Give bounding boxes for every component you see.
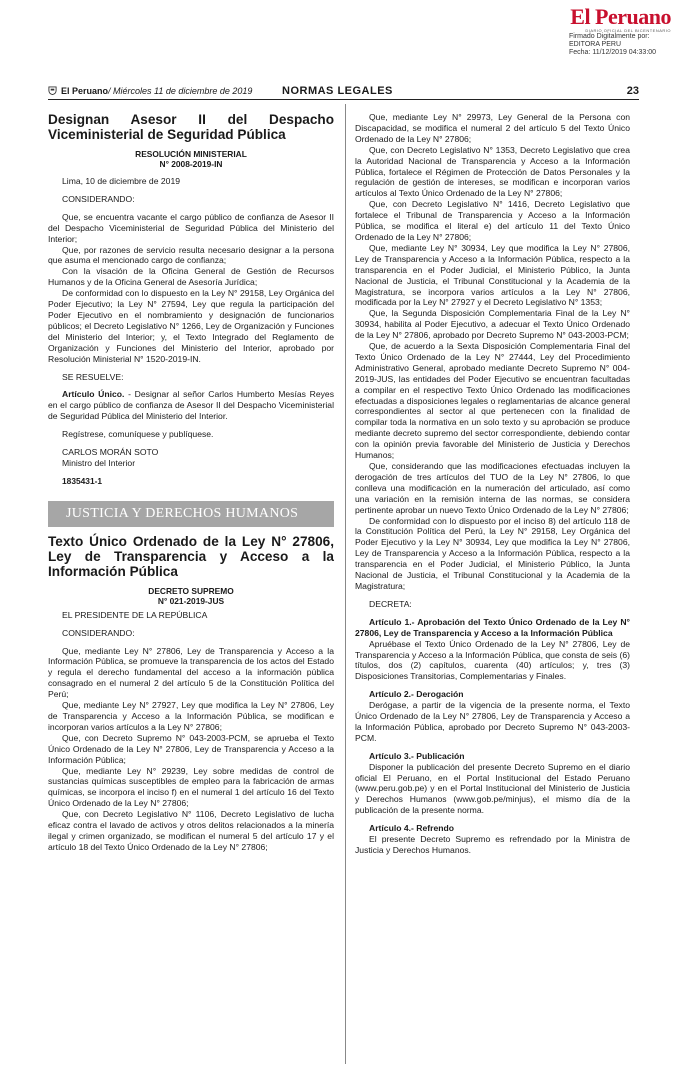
signature-line-3: Fecha: 11/12/2019 04:33:00 <box>569 49 657 56</box>
closing-formula: Regístrese, comuníquese y publíquese. <box>62 429 214 440</box>
article-unico <box>48 389 334 422</box>
decree-label: DECRETO SUPREMO <box>148 585 234 596</box>
paragraph: Que, se encuentra vacante el cargo público de confianza de Asesor II del Despacho Viceministerial de Seguridad Pública del Ministerio del Interior; <box>48 211 334 244</box>
section-bar: JUSTICIA Y DERECHOS HUMANOS <box>48 501 334 527</box>
resolution-number: N° 2008-2019-IN <box>159 159 223 169</box>
signature-line-1: Firmado Digitalmente por: <box>569 33 650 40</box>
article-4-heading: Artículo 4.- Refrendo <box>369 823 454 834</box>
article-4-text: El presente Decreto Supremo es refrendado por la Ministra de Justicia y Derechos Humanos. <box>355 834 630 855</box>
header-left <box>48 86 252 96</box>
signer-name: CARLOS MORÁN SOTO <box>62 447 159 458</box>
paragraph: Que, de acuerdo a la Sexta Disposición Complementaria Final del Texto Único Ordenado de la Ley N° 27444, Ley del Procedimiento Administrativo General, aprobado mediante Decreto Supremo N° 004-2019-JUS, las entidades del Poder Ejecutivo se encuentran facultadas a compilar en el respectivo Texto Único Ordenado las modificaciones efectuadas a disposiciones legales o reglamentarias de alcance general correspondientes al sector al que pertenecen con la finalidad de compilar toda la normativa en un solo texto y su aprobación se produce mediante decreto supremo del sector correspondiente, debiendo contar con la opinión previa favorable del Ministerio de Justicia y Derechos Humanos; <box>355 341 630 461</box>
digital-signature <box>569 33 677 57</box>
paragraph: Que, mediante Ley N° 27806, Ley de Transparencia y Acceso a la Información Pública, se promueve la transparencia de los actos del Estado y regula el derecho fundamental del acceso a la información pública consagrado en el numeral 2 del artículo 5 de la Constitución Política del Perú; <box>48 645 334 700</box>
date-line: Lima, 10 de diciembre de 2019 <box>62 176 181 186</box>
designation-title: Designan Asesor II del Despacho Viceministerial de Seguridad Pública <box>48 112 334 142</box>
article-2-heading: Artículo 2.- Derogación <box>369 689 464 700</box>
left-column <box>48 112 334 853</box>
article-2-text: Derógase, a partir de la vigencia de la presente norma, el Texto Único Ordenado de la Ley N° 27806, Ley de Transparencia y Acceso a la Información Pública, aprobado por Decreto Supremo N° 043-2003-PCM. <box>355 700 630 743</box>
peru-shield-icon <box>48 86 57 95</box>
se-resuelve-heading: SE RESUELVE: <box>62 371 124 382</box>
article-4-label <box>355 823 630 834</box>
decree-number: N° 021-2019-JUS <box>157 595 225 606</box>
paragraph: De conformidad con lo dispuesto por el inciso 8) del artículo 118 de la Constitución Política del Perú, la Ley N° 29158, Ley Orgánica del Poder Ejecutivo y la Ley N° 30934, Ley que modifica la Ley N° 27806, Ley de Transparencia y Acceso a la Información Pública, respecto a la transparencia en el Poder Judicial, el Ministerio Público, la Junta Nacional de Justicia, el Tribunal Constitucional y la Academia de la Magistratura; <box>355 515 630 591</box>
page-header <box>48 86 639 100</box>
paragraph: Que, mediante Ley N° 30934, Ley que modifica la Ley N° 27806, Ley de Transparencia y Acceso a la Información Pública, respecto a la transparencia en el Poder Judicial, el Ministerio Público, la Junta Nacional de Justicia, el Tribunal Constitucional y la Academia de la Magistratura, se incorpora varios artículos a la Ley N° 27806, modificada por la Ley N° 27927 y el Decreto Legislativo N° 1353; <box>355 242 630 308</box>
article-3-text: Disponer la publicación del presente Decreto Supremo en el diario oficial El Peruano, en el Portal Institucional del Estado Peruano (www.peru.gob.pe) y en el Portal Institucional del Ministerio de Justicia y Derechos Humanos (www.gob.pe/minjus), el mismo día de la publicación de la presente norma. <box>355 761 630 816</box>
page-number: 23 <box>626 85 639 97</box>
decreta-heading: DECRETA: <box>369 598 412 609</box>
paragraph: Que, mediante Ley N° 27927, Ley que modifica la Ley N° 27806, Ley de Transparencia y Acceso a la Información Pública, se modifican e incorporan varios artículos a la Ley N° 27806; <box>48 700 334 732</box>
paragraph: Que, la Segunda Disposición Complementaria Final de la Ley N° 30934, habilita al Poder Ejecutivo, a adecuar el Texto Único Ordenado de la Ley N° 27806, aprobado por Decreto Supremo N° 043-2003-PCM; <box>355 308 630 341</box>
article-2-label <box>355 689 630 700</box>
publication-code: 1835431-1 <box>62 475 103 486</box>
paragraph: Que, mediante Ley N° 29973, Ley General de la Persona con Discapacidad, se modifica el numeral 2 del artículo 5 del Texto Único Ordenado de la Ley N° 27806; <box>355 112 630 144</box>
article-1-label <box>355 617 630 639</box>
signer-title: Ministro del Interior <box>62 457 136 468</box>
article-label: Artículo Único. <box>62 389 125 400</box>
presidente-line: EL PRESIDENTE DE LA REPÚBLICA <box>62 609 208 620</box>
considerando-heading: CONSIDERANDO: <box>62 193 135 204</box>
paragraph: Que, mediante Ley N° 29239, Ley sobre medidas de control de sustancias químicas susceptibles de empleo para la fabricación de armas químicas, se incorpora el inciso f) en el numeral 1 del artículo 16 del Texto Único Ordenado de la Ley N° 27806; <box>48 765 334 809</box>
header-section: NORMAS LEGALES <box>282 85 393 97</box>
paragraph: Que, con Decreto Supremo N° 043-2003-PCM, se aprueba el Texto Único Ordenado de la Ley N° 27806, Ley de Transparencia y Acceso a la Información Pública; <box>48 732 334 765</box>
paragraph: De conformidad con lo dispuesto en la Ley N° 29158, Ley Orgánica del Poder Ejecutivo; la Ley N° 27594, Ley que regula la participación del Poder Ejecutivo en el nombramiento y designación de funcionarios públicos; el Decreto Legislativo N° 1266, Ley de Organización y Funciones del Ministerio del Interior; y, el Texto Integrado del Reglamento de Organización y Funciones del Ministerio del Interior, aprobado por Resolución Ministerial N° 1520-2019-IN. <box>48 288 334 364</box>
el-peruano-logo <box>570 6 671 33</box>
paragraph: Que, con Decreto Legislativo N° 1106, Decreto Legislativo de lucha eficaz contra el lavado de activos y otros delitos relacionados a la minería ilegal y crimen organizado, se modifican el numeral 5 del artículo 17 y el artículo 18 del Texto Único Ordenado de la Ley N° 27806; <box>48 809 334 852</box>
paragraph: Que, con Decreto Legislativo N° 1353, Decreto Legislativo que crea la Autoridad Nacional de Transparencia y Acceso a la Información Pública, fortalece el Régimen de Protección de Datos Personales y la regulación de gestión de intereses, se modifican e incorporan varios artículos al Texto Único Ordenado de la Ley N° 27806; <box>355 144 630 199</box>
article-3-label <box>355 751 630 762</box>
logo-name: El Peruano <box>570 4 671 29</box>
article-3-heading: Artículo 3.- Publicación <box>369 750 465 761</box>
tuo-title: Texto Único Ordenado de la Ley N° 27806, Ley de Transparencia y Acceso a la Información Pública <box>48 533 334 579</box>
resolution-label: RESOLUCIÓN MINISTERIAL <box>135 149 247 159</box>
signature-line-2: EDITORA PERU <box>569 41 621 48</box>
right-column <box>355 112 630 856</box>
paragraph: Con la visación de la Oficina General de Gestión de Recursos Humanos y de la Oficina General de Asesoría Jurídica; <box>48 266 334 288</box>
article-1-text: Apruébase el Texto Único Ordenado de la Ley N° 27806, Ley de Transparencia y Acceso a la Información Pública, que consta de seis (6) títulos, dos (2) capítulos, cuarenta (40) artículos; y, tres (3) Disposiciones Transitorias, Complementarias y Finales. <box>355 638 630 682</box>
article-1-heading: Artículo 1.- Aprobación del Texto Único Ordenado de la Ley N° 27806, Ley de Transparencia y Acceso a la Información Pública <box>355 616 630 638</box>
column-divider <box>345 104 346 1064</box>
paragraph: Que, considerando que las modificaciones efectuadas incluyen la derogación de tres artículos del TUO de la Ley N° 27806, lo que conlleva una modificación en la numeración del articulado, así como una variación en la remisión interna de las normas, se considera pertinente aprobar un nuevo Texto Único Ordenado de la Ley N° 27806; <box>355 461 630 515</box>
logo-tagline: DIARIO OFICIAL DEL BICENTENARIO <box>585 28 671 33</box>
header-date: / Miércoles 11 de diciembre de 2019 <box>108 86 253 96</box>
header-paper: El Peruano <box>61 86 109 96</box>
paragraph: Que, por razones de servicio resulta necesario designar a la persona que asuma el mencionado cargo de confianza; <box>48 244 334 266</box>
article-text: - Designar al señor Carlos Humberto Mesías Reyes en el cargo público de confianza de Asesor II del Despacho Viceministerial de Seguridad Pública del Ministerio del Interior. <box>48 389 334 422</box>
paragraph: Que, con Decreto Legislativo N° 1416, Decreto Legislativo que fortalece el Tribunal de Transparencia y Acceso a la Información Pública, se modifica el literal e) del artículo 11 del Texto Único Ordenado de la Ley N° 27806; <box>355 199 630 242</box>
considerando-heading-2: CONSIDERANDO: <box>62 627 135 638</box>
